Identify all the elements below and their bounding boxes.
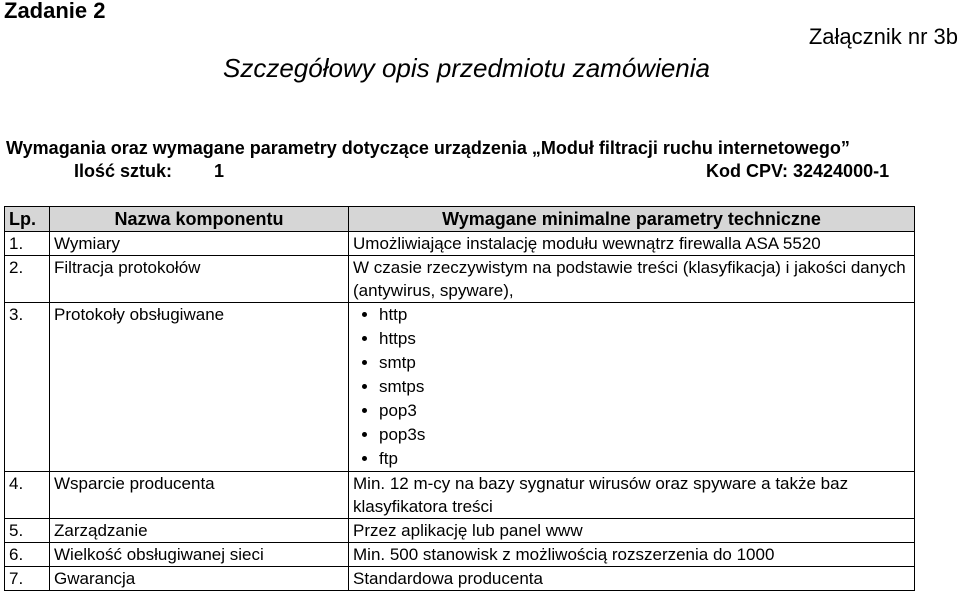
protocol-item: • http [379,303,910,327]
row-parameter [349,303,915,472]
row-component: Protokoły obsługiwane [50,303,349,472]
row-number: 3. [5,303,50,472]
table-row [5,472,915,519]
row-parameter: W czasie rzeczywistym na podstawie treści (klasyfikacja) i jakości danych (antywirus, spyware), [349,256,915,303]
row-component: Zarządzanie [50,519,349,543]
row-component: Gwarancja [50,567,349,591]
protocol-item: • pop3 [379,399,910,423]
quantity-value: 1 [214,161,225,181]
protocol-item: • ftp [379,447,910,471]
header-parameters: Wymagane minimalne parametry techniczne [349,207,915,232]
cpv-code: Kod CPV: 32424000-1 [706,161,890,181]
header-component: Nazwa komponentu [50,207,349,232]
row-number: 1. [5,232,50,256]
protocol-item: • smtps [379,375,910,399]
quantity-label: Ilość sztuk: [74,161,173,181]
row-number: 2. [5,256,50,303]
row-number: 5. [5,519,50,543]
row-parameter: Umożliwiające instalację modułu wewnątrz firewalla ASA 5520 [349,232,915,256]
table-row [5,519,915,543]
row-number: 4. [5,472,50,519]
row-parameter: Min. 12 m-cy na bazy sygnatur wirusów oraz spyware a także baz klasyfikatora treści [349,472,915,519]
row-component: Wymiary [50,232,349,256]
table-row [5,303,915,472]
requirements-heading: Wymagania oraz wymagane parametry dotyczące urządzenia „Moduł filtracji ruchu internetowego” [6,138,850,158]
table-header-row [5,207,915,232]
requirements-table [4,206,915,591]
protocol-item: • pop3s [379,423,910,447]
row-parameter: Przez aplikację lub panel www [349,519,915,543]
table-row [5,256,915,303]
protocol-list [353,303,910,471]
protocol-item: • smtp [379,351,910,375]
row-parameter: Min. 500 stanowisk z możliwością rozszerzenia do 1000 [349,543,915,567]
table-row [5,567,915,591]
table-row [5,543,915,567]
attachment-label: Załącznik nr 3b [808,24,958,49]
page-title: Szczegółowy opis przedmiotu zamówienia [223,53,711,83]
header-lp: Lp. [5,207,50,232]
protocol-item: • https [379,327,910,351]
row-number: 7. [5,567,50,591]
row-number: 6. [5,543,50,567]
row-component: Wielkość obsługiwanej sieci [50,543,349,567]
row-component: Wsparcie producenta [50,472,349,519]
document-label: Zadanie 2 [4,0,106,23]
table-row [5,232,915,256]
row-parameter: Standardowa producenta [349,567,915,591]
row-component: Filtracja protokołów [50,256,349,303]
